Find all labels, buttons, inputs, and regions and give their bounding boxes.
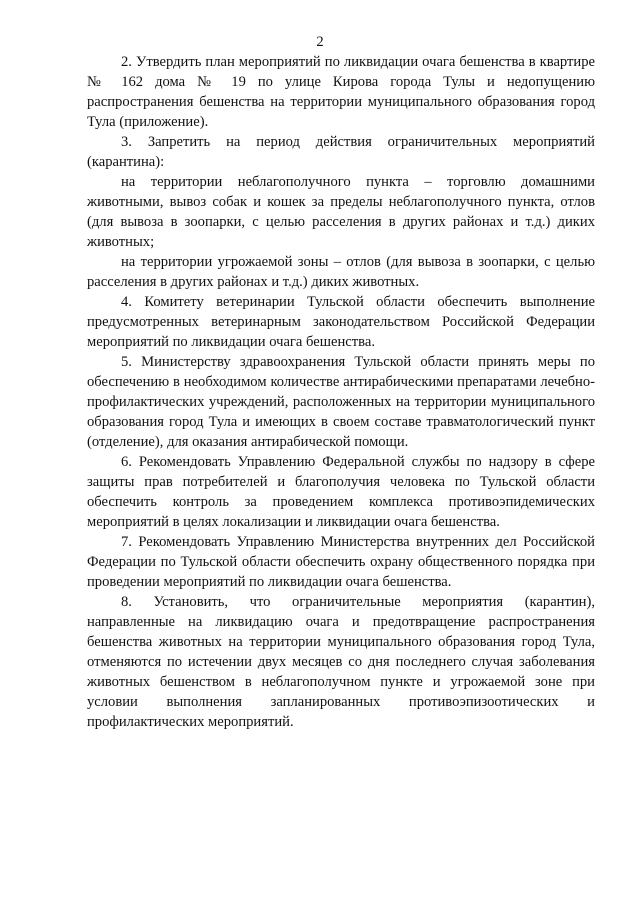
paragraph-item-6: 6. Рекомендовать Управлению Федеральной службы по надзору в сфере защиты прав потребителей и благополучия человека по Тульской области обеспечить контроль за проведением комплекса противоэпидемических мероприятий в целях локализации и ликвидации очага бешенства. [87, 454, 595, 530]
paragraph-item-4: 4. Комитету ветеринарии Тульской области обеспечить выполнение предусмотренных ветеринарным законодательством Российской Федерации мероприятий по ликвидации очага бешенства. [87, 294, 595, 350]
paragraph-item-7: 7. Рекомендовать Управлению Министерства внутренних дел Российской Федерации по Тульской области обеспечить охрану общественного порядка при проведении мероприятий по ликвидации очага бешенства. [87, 534, 595, 590]
paragraph-item-8: 8. Установить, что ограничительные мероприятия (карантин), направленные на ликвидацию очага и предотвращение распространения бешенства животных на территории муниципального образования город Тула, отменяются по истечении двух месяцев со дня последнего случая заболевания животных бешенством в неблагополучном пункте и угрожаемой зоне при условии выполнения запланированных противоэпизоотических и профилактических мероприятий. [87, 594, 595, 730]
paragraph-item-5: 5. Министерству здравоохранения Тульской области принять меры по обеспечению в необходимом количестве антирабическими препаратами лечебно-профилактических учреждений, расположенных на территории муниципального образования город Тула и имеющих в своем составе травматологический пункт (отделение), для оказания антирабической помощи. [87, 354, 595, 450]
paragraph-item-3: 3. Запретить на период действия ограничительных мероприятий (карантина): [87, 134, 595, 170]
paragraph-item-2: 2. Утвердить план мероприятий по ликвидации очага бешенства в квартире № 162 дома № 19 по улице Кирова города Тулы и недопущению распространения бешенства на территории муниципального образования город Тула (приложение). [87, 54, 595, 130]
document-body [87, 52, 595, 732]
paragraph-item-3-subitem-2: на территории угрожаемой зоны – отлов (для вывоза в зоопарки, с целью расселения в других районах и т.д.) диких животных. [87, 254, 595, 290]
paragraph-item-3-subitem-1: на территории неблагополучного пункта – торговлю домашними животными, вывоз собак и кошек за пределы неблагополучного пункта, отлов (для вывоза в зоопарки, с целью расселения в других районах и т.д.) диких животных; [87, 174, 595, 250]
page-number: 2 [316, 34, 324, 50]
